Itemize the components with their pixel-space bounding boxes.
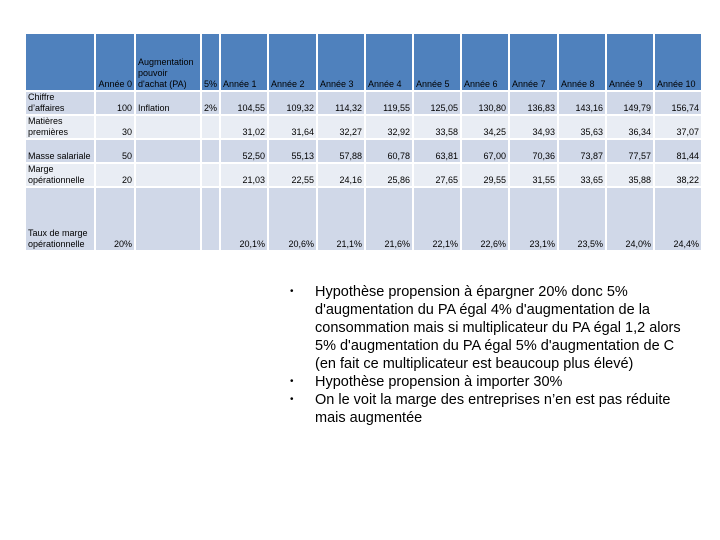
table-cell: 70,36: [509, 139, 558, 163]
bullet-icon: •: [290, 394, 294, 405]
bullet-item: [290, 391, 690, 427]
table-row: [25, 115, 702, 139]
table-cell: 149,79: [606, 91, 654, 115]
table-cell: 81,44: [654, 139, 702, 163]
header-cell: [25, 33, 95, 91]
table-cell: 109,32: [268, 91, 317, 115]
table-cell: 55,13: [268, 139, 317, 163]
header-cell: Année 4: [365, 33, 413, 91]
table-cell: [135, 187, 201, 251]
table-cell: 20,6%: [268, 187, 317, 251]
table-cell: [201, 139, 220, 163]
row-label: Chiffre d’affaires: [25, 91, 95, 115]
table-cell: 33,58: [413, 115, 461, 139]
header-cell: Année 5: [413, 33, 461, 91]
table-cell: 73,87: [558, 139, 606, 163]
table-cell: 24,0%: [606, 187, 654, 251]
table-cell: 143,16: [558, 91, 606, 115]
table-cell: 20%: [95, 187, 135, 251]
table-cell: 38,22: [654, 163, 702, 187]
table-cell: 34,93: [509, 115, 558, 139]
table-cell: 32,92: [365, 115, 413, 139]
table-cell: 31,55: [509, 163, 558, 187]
table-cell: 31,02: [220, 115, 268, 139]
header-cell: 5%: [201, 33, 220, 91]
table-cell: 22,55: [268, 163, 317, 187]
bullet-text: On le voit la marge des entreprises n’en est pas réduite mais augmentée: [315, 392, 671, 426]
table-cell: 52,50: [220, 139, 268, 163]
row-label: Matières premières: [25, 115, 95, 139]
table-cell: 60,78: [365, 139, 413, 163]
table-cell: 21,1%: [317, 187, 365, 251]
table-cell: 22,1%: [413, 187, 461, 251]
table-cell: 2%: [201, 91, 220, 115]
bullet-item: [290, 373, 690, 391]
header-row: [25, 33, 702, 91]
header-cell: Année 0: [95, 33, 135, 91]
row-label: Marge opérationnelle: [25, 163, 95, 187]
table-cell: 57,88: [317, 139, 365, 163]
row-label: Masse salariale: [25, 139, 95, 163]
table-cell: 104,55: [220, 91, 268, 115]
table-cell: 27,65: [413, 163, 461, 187]
table-cell: 35,88: [606, 163, 654, 187]
table-cell: [201, 115, 220, 139]
table-cell: 36,34: [606, 115, 654, 139]
table-cell: 20: [95, 163, 135, 187]
data-table: [24, 32, 703, 252]
table-cell: Inflation: [135, 91, 201, 115]
row-label: Taux de marge opérationnelle: [25, 187, 95, 251]
table-cell: 30: [95, 115, 135, 139]
bullet-text: Hypothèse propension à épargner 20% donc 5% d'augmentation du PA égal 4% d'augmentation de la consommation mais si multiplicateur du PA égal 1,2 alors 5% d'augmentation du PA égal 5% d'augmentation de C (en fait ce multiplicateur est beaucoup plus élevé): [315, 284, 681, 372]
table-cell: 32,27: [317, 115, 365, 139]
table-cell: [135, 139, 201, 163]
table-cell: [135, 163, 201, 187]
table-cell: 29,55: [461, 163, 509, 187]
table-row: [25, 163, 702, 187]
bullet-item: [290, 283, 690, 373]
table-cell: 67,00: [461, 139, 509, 163]
table-cell: 24,4%: [654, 187, 702, 251]
header-cell: Année 10: [654, 33, 702, 91]
bullet-icon: •: [290, 376, 294, 387]
table-cell: 114,32: [317, 91, 365, 115]
table-cell: 24,16: [317, 163, 365, 187]
table-cell: 136,83: [509, 91, 558, 115]
table-cell: 21,6%: [365, 187, 413, 251]
table-row: [25, 139, 702, 163]
table-cell: [135, 115, 201, 139]
table-cell: 22,6%: [461, 187, 509, 251]
header-cell: Année 6: [461, 33, 509, 91]
header-cell: Année 3: [317, 33, 365, 91]
table-cell: 21,03: [220, 163, 268, 187]
header-cell: Année 9: [606, 33, 654, 91]
header-cell: Année 1: [220, 33, 268, 91]
table-cell: 50: [95, 139, 135, 163]
bullet-icon: •: [290, 286, 294, 297]
table-cell: 33,65: [558, 163, 606, 187]
table-cell: 100: [95, 91, 135, 115]
table-cell: 31,64: [268, 115, 317, 139]
header-cell: Année 8: [558, 33, 606, 91]
table-cell: 156,74: [654, 91, 702, 115]
table-cell: 130,80: [461, 91, 509, 115]
header-cell: Année 2: [268, 33, 317, 91]
table-cell: 119,55: [365, 91, 413, 115]
table-cell: [201, 187, 220, 251]
table-cell: 35,63: [558, 115, 606, 139]
bullet-list: [290, 283, 690, 427]
table-cell: 25,86: [365, 163, 413, 187]
header-cell: Année 7: [509, 33, 558, 91]
header-cell: Augmentation pouvoir d'achat (PA): [135, 33, 201, 91]
table-row: [25, 91, 702, 115]
table-cell: 23,1%: [509, 187, 558, 251]
table-cell: 23,5%: [558, 187, 606, 251]
table-cell: 77,57: [606, 139, 654, 163]
table-cell: [201, 163, 220, 187]
table-cell: 125,05: [413, 91, 461, 115]
table-cell: 20,1%: [220, 187, 268, 251]
table-row: [25, 187, 702, 251]
table-cell: 34,25: [461, 115, 509, 139]
table-cell: 63,81: [413, 139, 461, 163]
bullet-text: Hypothèse propension à importer 30%: [315, 374, 563, 390]
table-cell: 37,07: [654, 115, 702, 139]
